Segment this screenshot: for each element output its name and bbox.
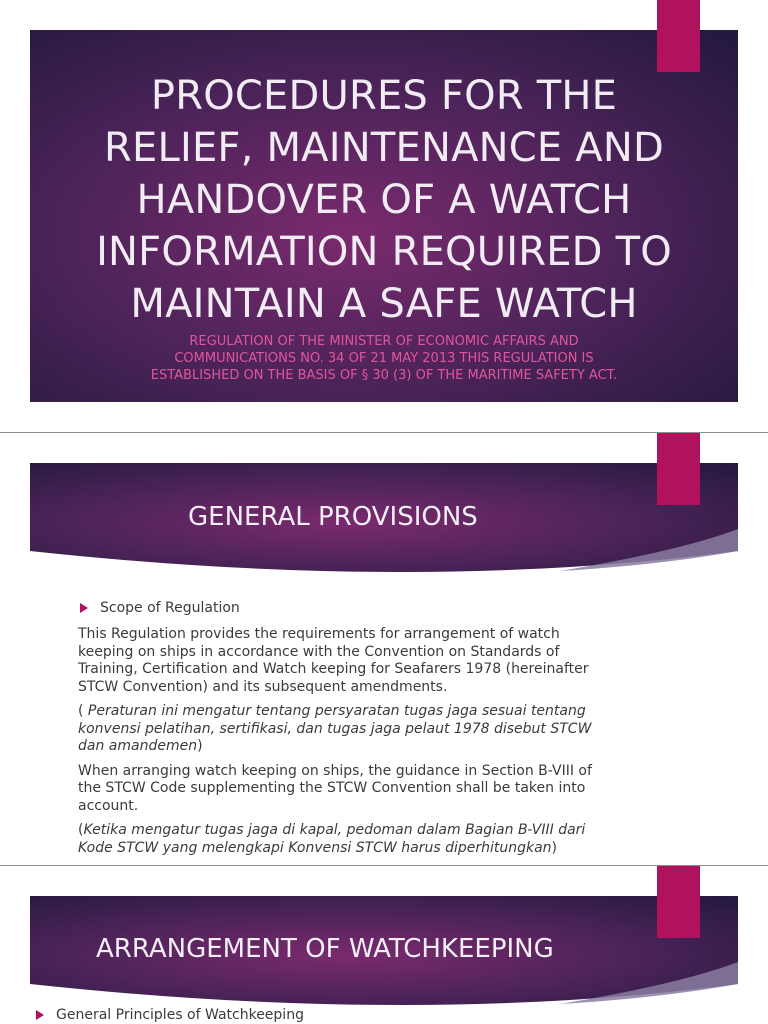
italic-text: konvensi pelatihan, sertifikasi, dan tugas jaga pelaut 1978 disebut STCW (78, 720, 592, 737)
text-line: keeping on ships in accordance with the Convention on Standards of (78, 643, 560, 660)
text-line: When arranging watch keeping on ships, the guidance in Section B-VIII of (78, 762, 592, 779)
italic-text: Ketika mengatur tugas jaga di kapal, pedoman dalam Bagian B-VIII dari (83, 822, 586, 838)
paren-open: ( (78, 822, 84, 838)
text-line (78, 738, 618, 756)
title-line: RELIEF, MAINTENANCE AND (104, 125, 664, 171)
subtitle-line: ESTABLISHED ON THE BASIS OF § 30 (3) OF THE MARITIME SAFETY ACT. (150, 368, 618, 383)
paragraph-3 (78, 763, 618, 816)
subtitle-line: REGULATION OF THE MINISTER OF ECONOMIC AFFAIRS AND (189, 334, 579, 349)
slide-1 (0, 0, 768, 432)
bullet-label: General Principles of Watchkeeping (56, 1007, 304, 1023)
accent-tab (657, 0, 700, 72)
accent-tab (657, 433, 700, 505)
text-line (78, 822, 618, 840)
paren-close: ) (197, 738, 203, 754)
accent-tab (657, 866, 700, 938)
slide-title (30, 70, 738, 330)
italic-text: Kode STCW yang melengkapi Konvensi STCW harus diperhitungkan (78, 839, 552, 856)
italic-text: Peraturan ini mengatur tentang persyaratan tugas jaga sesuai tentang (87, 703, 586, 719)
text-line: the STCW Code supplementing the STCW Convention shall be taken into (78, 780, 586, 796)
slide-subtitle (110, 333, 658, 384)
title-line: PROCEDURES FOR THE (150, 73, 618, 119)
text-line (78, 840, 618, 858)
text-line (78, 721, 618, 739)
paragraph-4-translation (78, 822, 618, 857)
section-title: ARRANGEMENT OF WATCHKEEPING (96, 934, 554, 964)
bullet-label: Scope of Regulation (100, 600, 240, 616)
body-text (78, 626, 618, 864)
italic-text: dan amandemen (78, 738, 198, 754)
text-line: This Regulation provides the requirements for arrangement of watch (78, 626, 560, 642)
text-line: account. (78, 797, 139, 814)
section-title: GENERAL PROVISIONS (188, 502, 478, 532)
bullet-triangle-icon (36, 1010, 44, 1020)
text-line (78, 703, 618, 721)
title-line: MAINTAIN A SAFE WATCH (130, 281, 638, 327)
paren-close: ) (551, 839, 558, 856)
paren-open: ( (78, 703, 88, 719)
slide-2 (0, 433, 768, 865)
bullet-triangle-icon (80, 603, 88, 613)
title-line: HANDOVER OF A WATCH (136, 177, 632, 223)
slide-3 (0, 866, 768, 1024)
text-line: Training, Certification and Watch keeping for Seafarers 1978 (hereinafter (78, 661, 589, 677)
paragraph-1 (78, 626, 618, 696)
title-line: INFORMATION REQUIRED TO (96, 229, 672, 275)
paragraph-2-translation (78, 703, 618, 756)
subtitle-line: COMMUNICATIONS NO. 34 OF 21 MAY 2013 THIS REGULATION IS (174, 351, 594, 366)
text-line: STCW Convention) and its subsequent amendments. (78, 678, 448, 695)
